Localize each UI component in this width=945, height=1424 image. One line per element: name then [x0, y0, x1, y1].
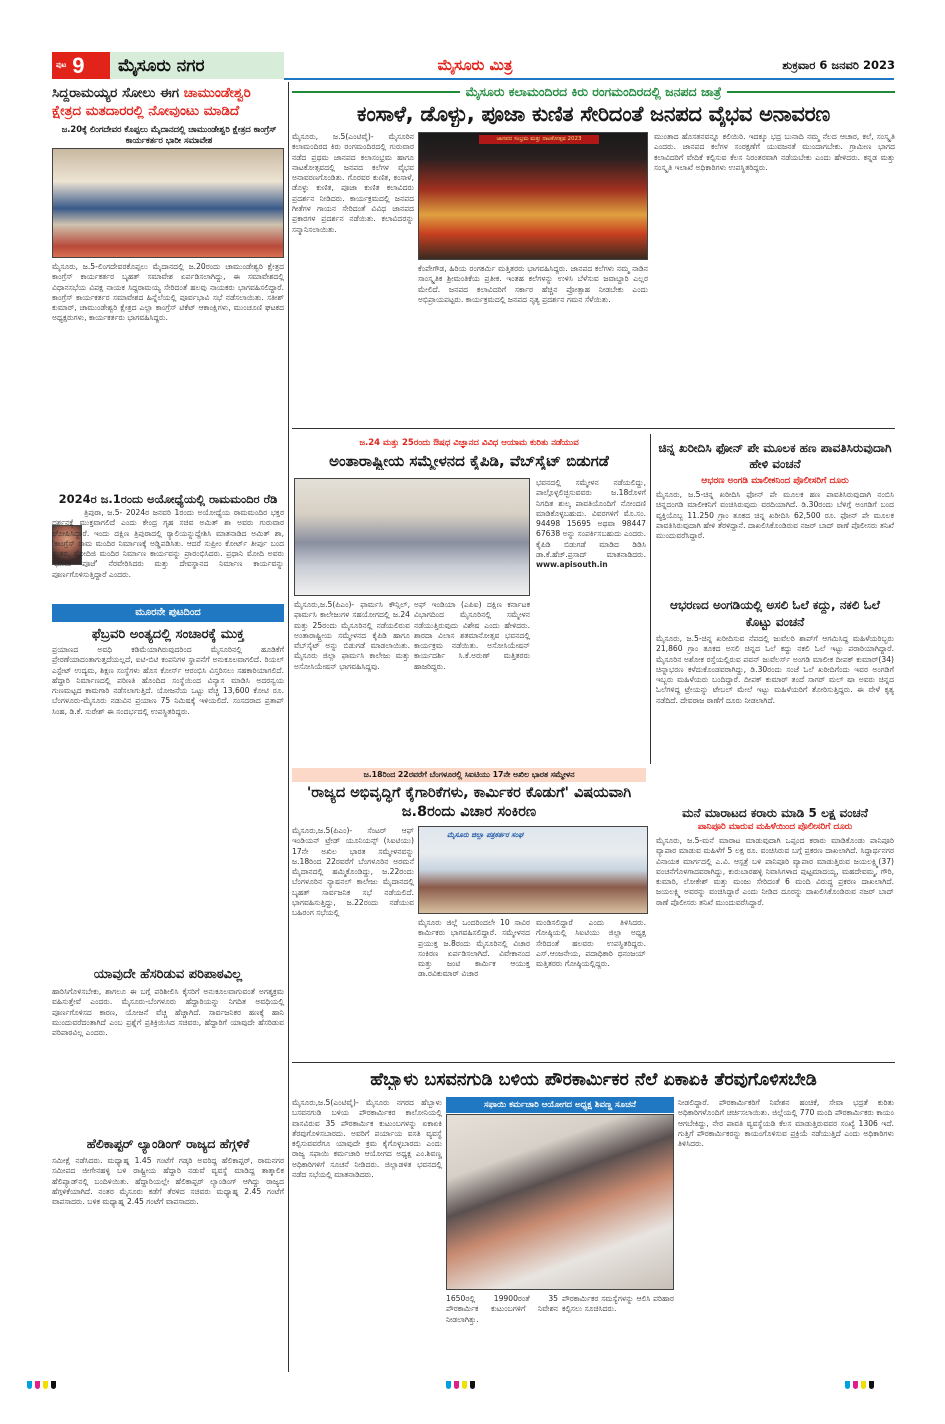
fake-earring-headline: ಆಭರಣದ ಅಂಗಡಿಯಲ್ಲಿ ಅಸಲಿ ಓಲೆ ಕದ್ದು, ನಕಲಿ ಓಲೆ ಕೊಟ್ಟು ವಂಚನೆ [670, 598, 880, 629]
pourakarmika-body-right: ನೀಡಲಿದ್ದಾರೆ. ಪೌರಕಾರ್ಮಿಕರಿಗೆ ನಿವೇಶನ ಹಂಚಿಕೆ, ಸೇವಾ ಭದ್ರತೆ ಕುರಿತು ಅಧಿಕಾರಿಗಳೊಂದಿಗೆ ಚರ್ಚಿಸಲಾಯಿತು. ಜಿಲ್ಲೆಯಲ್ಲಿ 770 ಮಂದಿ ಪೌರಕಾರ್ಮಿಕರು ಕಾಯಂ ಆಗಬೇಕಿದ್ದು, ನೇರ ಪಾವತಿ ವ್ಯವಸ್ಥೆಯಡಿ ಕೆಲಸ ಮಾಡುತ್ತಿರುವವರ ಸಂಖ್ಯೆ 1306 ಇದೆ. ಗುತ್ತಿಗೆ ಪೌರಕಾರ್ಮಿಕರನ್ನು ಕಾಯಂಗೊಳಿಸುವ ಪ್ರಕ್ರಿಯೆ ನಡೆಯುತ್ತಿದೆ ಎಂದು ಅಧಿಕಾರಿಗಳು ತಿಳಿಸಿದರು. [678, 1098, 894, 1149]
trade-union-press-meet-photo [418, 826, 648, 914]
kicker-rule-right [727, 91, 895, 93]
photo-stage-banner: ಜಾನಪದ ಸಂಭ್ರಮ ಮತ್ತು ನಾಟಕೋತ್ಸವ 2023 [479, 135, 599, 144]
page-number: 9 [72, 52, 85, 78]
section-title: ಮೈಸೂರು ನಗರ [118, 55, 205, 76]
paper-name: ಮೈಸೂರು ಮಿತ್ರ [437, 56, 513, 74]
issue-date: ಶುಕ್ರವಾರ 6 ಜನವರಿ 2023 [782, 58, 895, 72]
registration-mark-right [845, 1381, 874, 1389]
photo-wall-banner: ಮೈಸೂರು ಜಿಲ್ಲಾ ಪತ್ರಕರ್ತರ ಸಂಘ [447, 831, 524, 839]
chain-fraud-subhead: ಆಭರಣ ಅಂಗಡಿ ಮಾಲೀಕನಿಂದ ಪೊಲೀಸರಿಗೆ ದೂರು [701, 476, 849, 486]
conference-release-photo [294, 478, 530, 596]
pourakarmika-caption-left: 1650ರಲ್ಲಿ 19900ರಂತೆ 35 ಪೌರಕಾರ್ಮಿಕ ಕುಟುಂಬಗಳಿಗೆ ನಿವೇಶನ ನೀಡಲಾಗಿತ್ತು. [446, 1294, 558, 1324]
folk-festival-kicker: ಮೈಸೂರು ಕಲಾಮಂದಿರದ ಕಿರು ರಂಗಮಂದಿರದಲ್ಲಿ ಜನಪದ ಜಾತ್ರೆ [465, 84, 722, 99]
no-tradition-headline: ಯಾವುದೇ ಹೆಸರಿಡುವ ಪರಿಪಾಠವಿಲ್ಲ [93, 967, 243, 982]
registration-mark-left [27, 1381, 56, 1389]
folk-festival-body-right: ಮುಂತಾದ ಹೊಸತನವನ್ನೂ ಕಲಿಯಿರಿ. ಇದಕ್ಕೂ ಭದ್ರ ಬುನಾದಿ ನಮ್ಮ ನೆಲದ ಆಚಾರ, ಕಲೆ, ಸಂಸ್ಕೃತಿ ಎಂದರು. ಜಾನಪದ ಕಲೆಗಳ ಸಂರಕ್ಷಣೆಗೆ ಯುವಜನತೆ ಮುಂದಾಗಬೇಕು. ಗ್ರಾಮೀಣ ಭಾಗದ ಕಲಾವಿದರಿಗೆ ವೇದಿಕೆ ಕಲ್ಪಿಸುವ ಕೆಲಸ ನಿರಂತರವಾಗಿ ನಡೆಯಬೇಕು ಎಂದು ಹೇಳಿದರು. ಕನ್ನಡ ಮತ್ತು ಸಂಸ್ಕೃತಿ ಇಲಾಖೆ ಅಧಿಕಾರಿಗಳು ಉಪಸ್ಥಿತರಿದ್ದರು. [654, 132, 895, 172]
headline-black: ಸಿದ್ದರಾಮಯ್ಯರ ಸೋಲು ಈಗ [52, 85, 184, 101]
masthead-rule [284, 78, 894, 80]
conference-right-divider [650, 434, 651, 764]
chain-fraud-body: ಮೈಸೂರು, ಜ.5-ಚಿನ್ನ ಖರೀದಿಸಿ ಫೋನ್ ಪೇ ಮೂಲಕ ಹಣ ಪಾವತಿಸಿರುವುದಾಗಿ ನಂಬಿಸಿ ಚಿನ್ನದಂಗಡಿ ಮಾಲೀಕನಿಗೆ ವಂಚಿಸಿರುವುದು ವರದಿಯಾಗಿದೆ. ಡಿ.30ರಂದು ಬೆಳಿಗ್ಗೆ ಅಂಗಡಿಗೆ ಬಂದ ವ್ಯಕ್ತಿಯೊಬ್ಬ 11.250 ಗ್ರಾಂ ತೂಕದ ಚಿನ್ನ ಖರೀದಿಸಿ 62,500 ರೂ. ಫೋನ್ ಪೇ ಮೂಲಕ ಪಾವತಿಸಿರುವುದಾಗಿ ಹೇಳಿ ತೆರಳಿದ್ದಾನೆ. ದಾಖಲಿಸಿಕೊಂಡಿರುವ ನಜರ್ ಬಾದ್ ಠಾಣೆ ಪೊಲೀಸರು ತನಿಖೆ ಮುಂದುವರೆಸಿದ್ದಾರೆ. [656, 490, 894, 541]
conference-body-text: ಭವನದಲ್ಲಿ ಸಮ್ಮೇಳನ ನಡೆಯಲಿದ್ದು, ಪಾಲ್ಗೊಳ್ಳಲಿಚ್ಛಿಸುವವರು ಜ.18ರೊಳಗೆ ನಿಗದಿತ ಶುಲ್ಕ ಪಾವತಿಯೊಂದಿಗೆ ನೋಂದಣಿ ಮಾಡಿಕೊಳ್ಳಬಹುದು. ವಿವರಗಳಿಗೆ ಮೊ.ಸಂ. 94498 15695 ಅಥವಾ 98447 67638 ಅನ್ನು ಸಂಪರ್ಕಿಸಬಹುದು ಎಂದರು. ಕೈಪಿಡಿ ಬಿಡುಗಡೆ ಮಾಡಿದ ಡಿಡಿಸಿ ಡಾ.ಕೆ.ಹೆಚ್.ಪ್ರಸಾದ್ ಮಾತನಾಡಿದರು. [536, 478, 646, 560]
ram-mandir-headline: 2024ರ ಜ.1ರಂದು ಅಯೋಧ್ಯೆಯಲ್ಲಿ ರಾಮಮಂದಿರ ರೆಡಿ [58, 492, 278, 506]
kicker-rule-left [292, 91, 460, 93]
helicopter-body: ಸಮೀಕ್ಷೆ ನಡೆಸಿದರು. ಮಧ್ಯಾಹ್ನ 1.45 ಗಂಟೆಗೆ ಗಡ್ಕರಿ ಅವರಿದ್ದ ಹೆಲಿಕಾಪ್ಟರ್, ರಾಮನಗರ ಸಮೀಪದ ಜೀಗೇನಹಳ್ಳಿ ಬಳಿ ರಾಷ್ಟ್ರೀಯ ಹೆದ್ದಾರಿ ನಡುವೆ ವ್ಯವಸ್ಥೆ ಮಾಡಿದ್ದ ತಾತ್ಕಾಲಿಕ ಹೆಲಿಪ್ಯಾಡ್‌ನಲ್ಲಿ ಬಂದಿಳಿಯಿತು. ಹೆದ್ದಾರಿಯಲ್ಲೇ ಹೆಲಿಕಾಪ್ಟರ್ ಲ್ಯಾಂಡಿಂಗ್ ಆಗಿದ್ದು ರಾಜ್ಯದ ಹೆಗ್ಗಳಿಕೆಯಾಗಿದೆ. ನಂತರ ಮೈಸೂರು ಕಡೆಗೆ ತೆರಳಿದ ಸಚಿವರು ಮಧ್ಯಾಹ್ನ 2.45 ಗಂಟೆಗೆ ವಾಪಸಾದರು. ಬಳಿಕ ಮಧ್ಯಾಹ್ನ 2.45 ಗಂಟೆಗೆ ವಾಪಸಾದರು. [52, 1156, 284, 1207]
headline-red: ಚಾಮುಂಡೇಶ್ವರಿ [183, 85, 251, 101]
trade-union-body-right: ಮಂಡಿಸಲಿದ್ದಾರೆ ಎಂದು ತಿಳಿಸಿದರು. ಗೋಷ್ಠಿಯಲ್ಲಿ ಸಿಐಟಿಯು ಜಿಲ್ಲಾ ಅಧ್ಯಕ್ಷ ಸೇರಿದಂತೆ ಹಲವರು ಉಪಸ್ಥಿತರಿದ್ದರು. ಎಸ್.ಆಂಜನೇಯ, ಪದಾಧಿಕಾರಿ ಧನಂಜಯ್ ಮತ್ತಿತರರು ಗೋಷ್ಠಿಯಲ್ಲಿದ್ದರು. [536, 918, 646, 969]
folk-festival-photo [418, 132, 648, 260]
conference-body-mid: ಅಫ್ ಇಂಡಿಯಾ (ಎಪಿಐ) ದಕ್ಷಿಣ ಕರ್ನಾಟಕ ವಿಭಾಗದಿಂದ ಮೈಸೂರಿನಲ್ಲಿ ಸಮ್ಮೇಳನ ನಡೆಯುತ್ತಿರುವುದು ವಿಶೇಷ ಎಂದು ಹೇಳಿದರು. ಶಾರದಾ ವಿಲಾಸ ಶತಮಾನೋತ್ಸವ ಭವನದಲ್ಲಿ ಕಾರ್ಯಕ್ರಮ ನಡೆಯಿತು. ಅಸೋಸಿಯೇಷನ್ ಕಾರ್ಯದರ್ಶಿ ಸಿ.ಕೆ.ಅರುಣ್ ಮತ್ತಿತರರು ಹಾಜರಿದ್ದರು. [414, 600, 530, 671]
folk-festival-body-mid: ಕೆಂಪೇಗೌಡ, ಹಿರಿಯ ರಂಗಕರ್ಮಿ ಮತ್ತಿತರರು ಭಾಗವಹಿಸಿದ್ದರು. ಜಾನಪದ ಕಲೆಗಳು ನಮ್ಮ ನಾಡಿನ ಸಾಂಸ್ಕೃತಿಕ ಶ್ರೀಮಂತಿಕೆಯ ಪ್ರತೀಕ. ಇಂತಹ ಕಲೆಗಳನ್ನು ಉಳಿಸಿ ಬೆಳೆಸುವ ಜವಾಬ್ದಾರಿ ಎಲ್ಲರ ಮೇಲಿದೆ. ಜನಪದ ಕಲಾವಿದರಿಗೆ ಸರ್ಕಾರ ಹೆಚ್ಚಿನ ಪ್ರೋತ್ಸಾಹ ನೀಡಬೇಕು ಎಂದು ಅಭಿಪ್ರಾಯಪಟ್ಟರು. ಕಾರ್ಯಕ್ರಮದಲ್ಲಿ ಜನಪದ ನೃತ್ಯ ಪ್ರದರ್ಶನ ಗಮನ ಸೆಳೆಯಿತು. [418, 264, 648, 304]
trade-union-body-left: ಮೈಸೂರು,ಜ.5(ಪಿಎಂ)- ಸೆಂಟರ್ ಆಫ್ ಇಂಡಿಯನ್ ಟ್ರೇಡ್ ಯೂನಿಯನ್ಸ್ (ಸಿಐಟಿಯು) 17ನೇ ಅಖಿಲ ಭಾರತ ಸಮ್ಮೇಳನವನ್ನು ಜ.18ರಿಂದ 22ರವರೆಗೆ ಬೆಂಗಳೂರಿನ ಅರಮನೆ ಮೈದಾನದಲ್ಲಿ ಹಮ್ಮಿಕೊಂಡಿದ್ದು, ಜ.22ರಂದು ಬೆಂಗಳೂರಿನ ನ್ಯಾಷನಲ್ ಕಾಲೇಜು ಮೈದಾನದಲ್ಲಿ ಬೃಹತ್ ಸಾರ್ವಜನಿಕ ಸಭೆ ನಡೆಯಲಿದೆ. ಭಾಗವಹಿಸುತ್ತಿದ್ದು, ಜ.22ರಂದು ನಡೆಯುವ ಬಹಿರಂಗ ಸಭೆಯಲ್ಲಿ [292, 826, 414, 918]
folk-festival-body-left: ಮೈಸೂರು, ಜ.5(ಎಂಟಿವೈ)- ಮೈಸೂರಿನ ಕಲಾಮಂದಿರದ ಕಿರು ರಂಗಮಂದಿರದಲ್ಲಿ ಗುರುವಾರ ನಡೆದ ಪ್ರಥಮ ಜಾನಪದ ಕಲಾಸಂಭ್ರಮ ಹಾಗೂ ನಾಟಕೋತ್ಸವದಲ್ಲಿ ಜನಪದ ಕಲೆಗಳ ವೈಭವ ಅನಾವರಣಗೊಂಡಿತು. ಗೊರವರ ಕುಣಿತ, ಕಂಸಾಳೆ, ಡೊಳ್ಳು ಕುಣಿತ, ಪೂಜಾ ಕುಣಿತ ಕಲಾವಿದರು ಪ್ರದರ್ಶನ ನೀಡಿದರು. ಕಾರ್ಯಕ್ರಮದಲ್ಲಿ ಜನಪದ ಗೀತೆಗಳ ಗಾಯನ ಸೇರಿದಂತೆ ವಿವಿಧ ಜಾನಪದ ಪ್ರಕಾರಗಳ ಪ್ರದರ್ಶನ ನಡೆಯಿತು. ಕಲಾವಿದರನ್ನು ಸನ್ಮಾನಿಸಲಾಯಿತು. [292, 132, 414, 234]
section-header [52, 52, 284, 79]
bottom-story-rule [292, 1062, 895, 1063]
conference-headline: ಅಂತಾರಾಷ್ಟ್ರೀಯ ಸಮ್ಮೇಳನದ ಕೈಪಿಡಿ, ವೆಬ್‌ಸೈಟ್ ಬಿಡುಗಡೆ [329, 452, 609, 470]
trade-union-body-mid: ಮೈಸೂರು ಜಿಲ್ಲೆ ಒಂದರಿಂದಲೇ 10 ಸಾವಿರ ಕಾರ್ಮಿಕರು ಭಾಗವಹಿಸಲಿದ್ದಾರೆ. ಸಮ್ಮೇಳನದ ಪ್ರಯುಕ್ತ ಜ.8ರಂದು ಮೈಸೂರಿನಲ್ಲಿ ವಿಚಾರ ಸಂಕಿರಣ ಏರ್ಪಡಿಸಲಾಗಿದೆ. ವಿವೇಕಾನಂದ ಮತ್ತು ಜಂಟಿ ಕಾರ್ಮಿಕ ಆಯುಕ್ತ ಡಾ.ರವಿಕುಮಾರ್ ವಿಚಾರ [418, 918, 530, 979]
siddaramaiah-subhead: ಜ.20ಕ್ಕೆ ಲಿಂಗದೇವರ ಕೊಪ್ಪಲು ಮೈದಾನದಲ್ಲಿ ಚಾಮುಂಡೇಶ್ವರಿ ಕ್ಷೇತ್ರದ ಕಾಂಗ್ರೆಸ್ ಕಾರ್ಯಕರ್ತರ ಭಾರೀ ಸಮಾವೇಶ [61, 124, 277, 145]
ram-mandir-body: ತ್ರಿಪುರಾ, ಜ.5- 2024ರ ಜನವರಿ 1ರಂದು ಅಯೋಧ್ಯೆಯ ರಾಮಮಂದಿರ ಭಕ್ತರ ದರ್ಶನಕ್ಕೆ ಮುಕ್ತವಾಗಲಿದೆ ಎಂದು ಕೇಂದ್ರ ಗೃಹ ಸಚಿವ ಅಮಿತ್ ಶಾ ಅವರು ಗುರುವಾರ ಘೋಷಿಸಿದ್ದಾರೆ. ಇಂದು ದಕ್ಷಿಣ ತ್ರಿಪುರಾದಲ್ಲಿ ರ್‍ಯಾಲಿಯನ್ನುದ್ದೇಶಿಸಿ ಮಾತನಾಡಿದ ಅಮಿತ್ ಶಾ, 'ಕಾಂಗ್ರೆಸ್ ರಾಮ ಮಂದಿರ ನಿರ್ಮಾಣಕ್ಕೆ ಅಡ್ಡಿಪಡಿಸಿತು. ಆದರೆ ಸುಪ್ರೀಂ ಕೋರ್ಟ್ ತೀರ್ಪು ಬಂದ ನಂತರ, ಮೋದಿಜಿ ಮಂದಿರ ನಿರ್ಮಾಣ ಕಾರ್ಯವನ್ನು ಪ್ರಾರಂಭಿಸಿದರು. ಪ್ರಧಾನಿ ಮೋದಿ ಅವರು 'ಭೂಮಿ ಪೂಜೆ' ನೆರವೇರಿಸಿದರು ಮತ್ತು ದೇವಸ್ಥಾನದ ನಿರ್ಮಾಣ ಕಾರ್ಯವನ್ನು ಪೂರ್ಣಗೊಳಿಸುತ್ತಿದ್ದಾರೆ ಎಂದರು. [52, 508, 284, 579]
fake-earring-body: ಮೈಸೂರು, ಜ.5-ಚಿನ್ನ ಖರೀದಿಸುವ ನೆಪದಲ್ಲಿ ಜುವೆಲರಿ ಶಾಪ್‌ಗೆ ಆಗಮಿಸಿದ್ದ ಮಹಿಳೆಯರಿಬ್ಬರು 21,860 ಗ್ರಾಂ ತೂಕದ ಅಸಲಿ ಚಿನ್ನದ ಓಲೆ ಕದ್ದು ನಕಲಿ ಓಲೆ ಇಟ್ಟು ಪರಾರಿಯಾಗಿದ್ದಾರೆ. ಮೈಸೂರಿನ ಅಶೋಕ ರಸ್ತೆಯಲ್ಲಿರುವ ಪವನ್ ಜುವೆಲರ್ಸ್ ಅಂಗಡಿ ಮಾಲೀಕ ದೀಪಕ್ ಕುಮಾರ್(34) ಚಿನ್ನಾಭರಣ ಕಳೆದುಕೊಂಡವರಾಗಿದ್ದು, ಡಿ.30ರಂದು ಸಂಜೆ ಓಲೆ ಖರೀದಿಗೆಂದು ಇವರ ಅಂಗಡಿಗೆ ಇಬ್ಬರು ಮಹಿಳೆಯರು ಬಂದಿದ್ದಾರೆ. ದೀಪಕ್ ಕುಮಾರ್ ತಂದೆ ಸಾಗರ್ ಮಲ್ ಷಾ ಅವರು ಚಿನ್ನದ ಓಲೆಗಳಿದ್ದ ಟ್ರೇಯನ್ನು ಟೇಬಲ್ ಮೇಲೆ ಇಟ್ಟು ಮಹಿಳೆಯರಿಗೆ ತೋರಿಸುತ್ತಿದ್ದರು. ಈ ವೇಳೆ ಕೃತ್ಯ ನಡೆದಿದೆ. ದೇವರಾಜ ಠಾಣೆಗೆ ದೂರು ನೀಡಲಾಗಿದೆ. [656, 634, 894, 705]
page-label: ಪುಟ [56, 61, 67, 69]
folk-festival-bottom-rule [292, 428, 895, 429]
house-sale-subhead: ಪಾನಿಪೂರಿ ಮಾರುವ ಮಹಿಳೆಯಿಂದ ಪೊಲೀಸರಿಗೆ ದೂರು [697, 822, 853, 832]
siddaramaiah-meeting-photo [52, 148, 284, 258]
february-body: ಪ್ರಯಾಣದ ಅವಧಿ ಕಡಿಮೆಯಾಗಿರುವುದರಿಂದ ಮೈಸೂರಿನಲ್ಲಿ ಹೂಡಿಕೆಗೆ ಪ್ರೇರಣೆಯಾದಂತಾಗುತ್ತದೆಯಲ್ಲದೆ, ಐಟಿ-ಬಿಟಿ ಕಂಪನಿಗಳ ಸ್ಥಾಪನೆಗೆ ಅನುಕೂಲವಾಗಲಿದೆ. ರಿಯಲ್ ಎಸ್ಟೇಟ್ ಉದ್ಯಮ, ಶಿಕ್ಷಣ ಸಂಸ್ಥೆಗಳು ಹೊಸ ಕೋರ್ಸ್ ಆರಂಭಿಸಿ ವಿಸ್ತರಿಸಲು ಸಹಕಾರಿಯಾಗಲಿದೆ. ಹೆದ್ದಾರಿ ನಿರ್ಮಾಣದಲ್ಲಿ ಪರಿಣತಿ ಹೊಂದಿದ ಸಂಸ್ಥೆಯಿಂದ ವಿನ್ಯಾಸ ಮಾಡಿಸಿ ಅದರನ್ವಯ ಗುಣಮಟ್ಟದ ಕಾಮಗಾರಿ ನಡೆಸಲಾಗುತ್ತಿದೆ. ಯೋಜನೆಯ ಒಟ್ಟು ವೆಚ್ಚ 13,600 ಕೋಟಿ ರೂ. ಬೆಂಗಳೂರು-ಮೈಸೂರು ನಡುವಿನ ಪ್ರಯಾಣ 75 ನಿಮಿಷಕ್ಕೆ ಇಳಿಯಲಿದೆ. ಸಂಸದರಾದ ಪ್ರತಾಪ್ ಸಿಂಹ, ಡಿ.ಕೆ. ಸುರೇಶ್ ಈ ಸಂದರ್ಭದಲ್ಲಿ ಉಪಸ್ಥಿತರಿದ್ದರು. [52, 645, 284, 716]
conference-kicker: ಜ.24 ಮತ್ತು 25ರಂದು ಔಷಧ ವಿಜ್ಞಾನದ ವಿವಿಧ ಆಯಾಮ ಕುರಿತು ನಡೆಯುವ [359, 438, 579, 448]
conference-body-left: ಮೈಸೂರು,ಜ.5(ಪಿಎಂ)- ಫಾರ್ಮಸಿ ಕೌನ್ಸಿಲ್, ಫಾರ್ಮಸಿ ಕಾಲೇಜುಗಳ ಸಹಯೋಗದಲ್ಲಿ ಜ.24 ಮತ್ತು 25ರಂದು ಮೈಸೂರಿನಲ್ಲಿ ನಡೆಯಲಿರುವ ಅಂತಾರಾಷ್ಟ್ರೀಯ ಸಮ್ಮೇಳನದ ಕೈಪಿಡಿ ಹಾಗೂ ವೆಬ್‌ಸೈಟ್ ಅನ್ನು ಬಿಡುಗಡೆ ಮಾಡಲಾಯಿತು. ಮೈಸೂರು ಜಿಲ್ಲಾ ಫಾರ್ಮಸಿ ಕಾಲೇಜು ಮತ್ತು ಅಸೋಸಿಯೇಷನ್ ಭಾಗವಹಿಸಿದ್ದವು. [294, 600, 410, 671]
siddaramaiah-headline [52, 84, 284, 120]
house-sale-headline: ಮನೆ ಮಾರಾಟದ ಕರಾರು ಮಾಡಿ 5 ಲಕ್ಷ ವಂಚನೆ [682, 806, 868, 820]
trade-union-kicker: ಜ.18ರಿಂದ 22ರವರೆಗೆ ಬೆಂಗಳೂರಲ್ಲಿ ಸಿಐಟಿಯು 17ನೇ ಅಖಿಲ ಭಾರತ ಸಮ್ಮೇಳನ [292, 768, 646, 782]
pourakarmika-meeting-photo [446, 1114, 674, 1290]
chain-fraud-headline: ಚಿನ್ನ ಖರೀದಿಸಿ ಫೋನ್ ಪೇ ಮೂಲಕ ಹಣ ಪಾವತಿಸಿರುವುದಾಗಿ ಹೇಳಿ ವಂಚನೆ [658, 441, 892, 471]
pourakarmika-body-left: ಮೈಸೂರು,ಜ.5(ಎಂಟಿವೈ)- ಮೈಸೂರು ನಗರದ ಹೆಬ್ಬಾಳು ಬಸವನಗುಡಿ ಬಳಿಯ ಪೌರಕಾರ್ಮಿಕರ ಕಾಲೋನಿಯಲ್ಲಿ ವಾಸವಿರುವ 35 ಪೌರಕಾರ್ಮಿಕ ಕುಟುಂಬಗಳನ್ನು ಏಕಾಏಕಿ ತೆರವುಗೊಳಿಸಬಾರದು. ಅವರಿಗೆ ಪರ್ಯಾಯ ವಸತಿ ವ್ಯವಸ್ಥೆ ಕಲ್ಪಿಸುವವರೆಗೂ ಯಾವುದೇ ಕ್ರಮ ಕೈಗೊಳ್ಳಬಾರದು ಎಂದು ರಾಜ್ಯ ಸಫಾಯಿ ಕರ್ಮಚಾರಿ ಆಯೋಗದ ಅಧ್ಯಕ್ಷ ಎಂ.ಶಿವಣ್ಣ ಅಧಿಕಾರಿಗಳಿಗೆ ಸೂಚನೆ ನೀಡಿದರು. ಜಿಲ್ಲಾಡಳಿತ ಭವನದಲ್ಲಿ ನಡೆದ ಸಭೆಯಲ್ಲಿ ಮಾತನಾಡಿದರು. [292, 1098, 442, 1180]
folk-festival-kicker-row [292, 84, 895, 100]
conference-website[interactable]: www.apisouth.in [536, 560, 608, 570]
siddaramaiah-body: ಮೈಸೂರು, ಜ.5-ಲಿಂಗದೇವರಕೊಪ್ಪಲು ಮೈದಾನದಲ್ಲಿ ಜ.20ರಂದು ಚಾಮುಂಡೇಶ್ವರಿ ಕ್ಷೇತ್ರದ ಕಾಂಗ್ರೆಸ್ ಕಾರ್ಯಕರ್ತರ ಬೃಹತ್ ಸಮಾವೇಶ ಏರ್ಪಡಿಸಲಾಗಿದ್ದು, ಈ ಸಮಾವೇಶದಲ್ಲಿ ವಿಧಾನಸಭೆಯ ವಿಪಕ್ಷ ನಾಯಕ ಸಿದ್ದರಾಮಯ್ಯ ಸೇರಿದಂತೆ ಹಲವು ನಾಯಕರು ಭಾಗವಹಿಸಲಿದ್ದಾರೆ. ಕಾಂಗ್ರೆಸ್ ಕಾರ್ಯಕರ್ತರ ಸಮಾವೇಶದ ಹಿನ್ನೆಲೆಯಲ್ಲಿ ಪೂರ್ವಭಾವಿ ಸಭೆ ನಡೆಸಲಾಯಿತು. ಸತೀಶ್ ಕುಮಾರ್, ಚಾಮುಂಡೇಶ್ವರಿ ಕ್ಷೇತ್ರದ ಎಲ್ಲಾ ಕಾಂಗ್ರೆಸ್ ಟಿಕೆಟ್ ಆಕಾಂಕ್ಷಿಗಳು, ಮುಂಚೂಣಿ ಘಟಕದ ಅಧ್ಯಕ್ಷರುಗಳು, ಕಾರ್ಯಕರ್ತರು ಭಾಗವಹಿಸಿದ್ದರು. [52, 262, 284, 323]
pourakarmika-caption-right: ಪೌರಕಾರ್ಮಿಕರ ಸಮಸ್ಯೆಗಳನ್ನು ಆಲಿಸಿ ಪರಿಹಾರ ಕಲ್ಪಿಸಲು ಸೂಚಿಸಿದರು. [562, 1294, 674, 1314]
left-column-divider [288, 82, 289, 1372]
registration-mark-center [446, 1381, 475, 1389]
conference-body-right [536, 478, 646, 718]
february-headline: ಫೆಬ್ರವರಿ ಅಂತ್ಯದಲ್ಲಿ ಸಂಚಾರಕ್ಕೆ ಮುಕ್ತ [91, 627, 245, 642]
pourakarmika-photo-caption: ಸಫಾಯಿ ಕರ್ಮಚಾರಿ ಆಯೋಗದ ಅಧ್ಯಕ್ಷ ಶಿವಣ್ಣ ಸೂಚನೆ [446, 1097, 674, 1113]
folk-festival-headline: ಕಂಸಾಳೆ, ಡೊಳ್ಳು, ಪೂಜಾ ಕುಣಿತ ಸೇರಿದಂತೆ ಜನಪದ ವೈಭವ ಅನಾವರಣ [357, 102, 830, 126]
continued-from-page-3-banner: ಮೂರನೇ ಪುಟದಿಂದ [52, 604, 284, 622]
house-sale-body: ಮೈಸೂರು, ಜ.5-ಮನೆ ಮಾರಾಟ ಮಾಡುವುದಾಗಿ ಒಪ್ಪಂದ ಕರಾರು ಮಾಡಿಕೊಂಡು ಪಾನಿಪೂರಿ ವ್ಯಾಪಾರ ಮಾಡುವ ಮಹಿಳೆಗೆ 5 ಲಕ್ಷ ರೂ. ವಂಚಿಸಿರುವ ಬಗ್ಗೆ ಪ್ರಕರಣ ದಾಖಲಾಗಿದೆ. ಸಿದ್ದಾರ್ಥನಗರ ವಿನಾಯಕ ಮಾರ್ಗದಲ್ಲಿ ಎ.ವಿ. ಆಸ್ಪತ್ರೆ ಬಳಿ ಪಾನಿಪೂರಿ ವ್ಯಾಪಾರ ಮಾಡುತ್ತಿರುವ ಜಯಲಕ್ಷ್ಮಿ(37) ವಂಚನೆಗೊಳಗಾದವರಾಗಿದ್ದು, ಕುರುಬಾರಹಳ್ಳಿ ನಿವಾಸಿಗಳಾದ ಪುಟ್ಟಮಾದಯ್ಯ, ಮಹದೇವಮ್ಮ, ಗೌರಿ, ಕುಮಾರಿ, ಲೋಕೇಶ್ ಮತ್ತು ಮಂಜು ಸೇರಿದಂತೆ 6 ಮಂದಿ ವಿರುದ್ಧ ಪ್ರಕರಣ ದಾಖಲಾಗಿದೆ. ಜಯಲಕ್ಷ್ಮಿ ಅವರನ್ನು ವಂಚಿಸಿದ್ದಾರೆ ಎಂದು ನೀಡಿದ ದೂರನ್ನು ದಾಖಲಿಸಿಕೊಂಡಿರುವ ನಜರ್ ಬಾದ್ ಠಾಣೆ ಪೊಲೀಸರು ತನಿಖೆ ಮುಂದುವರೆಸಿದ್ದಾರೆ. [656, 836, 894, 907]
trade-union-headline: 'ರಾಜ್ಯದ ಅಭಿವೃದ್ಧಿಗೆ ಕೈಗಾರಿಕೆಗಳು, ಕಾರ್ಮಿಕರ ಕೊಡುಗೆ' ವಿಷಯವಾಗಿ ಜ.8ರಂದು ವಿಚಾರ ಸಂಕಿರಣ [306, 785, 632, 820]
helicopter-headline: ಹೆಲಿಕಾಪ್ಟರ್ ಲ್ಯಾಂಡಿಂಗ್ ರಾಜ್ಯದ ಹೆಗ್ಗಳಿಕೆ [86, 1136, 250, 1151]
pourakarmika-headline: ಹೆಬ್ಬಾಳು ಬಸವನಗುಡಿ ಬಳಿಯ ಪೌರಕಾರ್ಮಿಕರ ನೆಲೆ ಏಕಾಏಕಿ ತೆರವುಗೊಳಿಸಬೇಡಿ [370, 1070, 817, 1090]
headline-red-line2: ಕ್ಷೇತ್ರದ ಮತದಾರರಲ್ಲಿ ನೋವುಂಟು ಮಾಡಿದೆ [52, 103, 240, 119]
page-number-box [52, 52, 110, 79]
no-tradition-body: ಹಾರಿಸಿಗೊಳಿಸಬೇಕು, ಶಾಗಲೂ ಈ ಬಗ್ಗೆ ಪರಿಶೀಲಿಸಿ ಕೈಸರಿಗೆ ಅನುಕೂಲವಾಗುವಂತೆ ಅಗತ್ಯಕ್ರಮ ವಹಿಸುತ್ತೇವೆ ಎಂದರು. ಮೈಸೂರು-ಬೆಂಗಳೂರು ಹೆದ್ದಾರಿಯನ್ನು ನಿಗದಿತ ಅವಧಿಯಲ್ಲಿ ಪೂರ್ಣಗೊಳಿಸದ ಕಾರಣ, ಯೋಜನೆ ವೆಚ್ಚ ಹೆಚ್ಚಾಗಿದೆ. ಸಾರ್ವಜನಿಕರ ಹಣಕ್ಕೆ ಹಾನಿ ಮುಂದುವರೆದಂತಾಗಿದೆ ಎಂಬ ಪ್ರಶ್ನೆಗೆ ಪ್ರತಿಕ್ರಿಯಿಸಿದ ಸಚಿವರು, ಹೆದ್ದಾರಿಗೆ ಯಾವುದೇ ಹೆಸರಿಡುವ ಪರಿಪಾಠವಿಲ್ಲ ಎಂದರು. [52, 987, 284, 1038]
